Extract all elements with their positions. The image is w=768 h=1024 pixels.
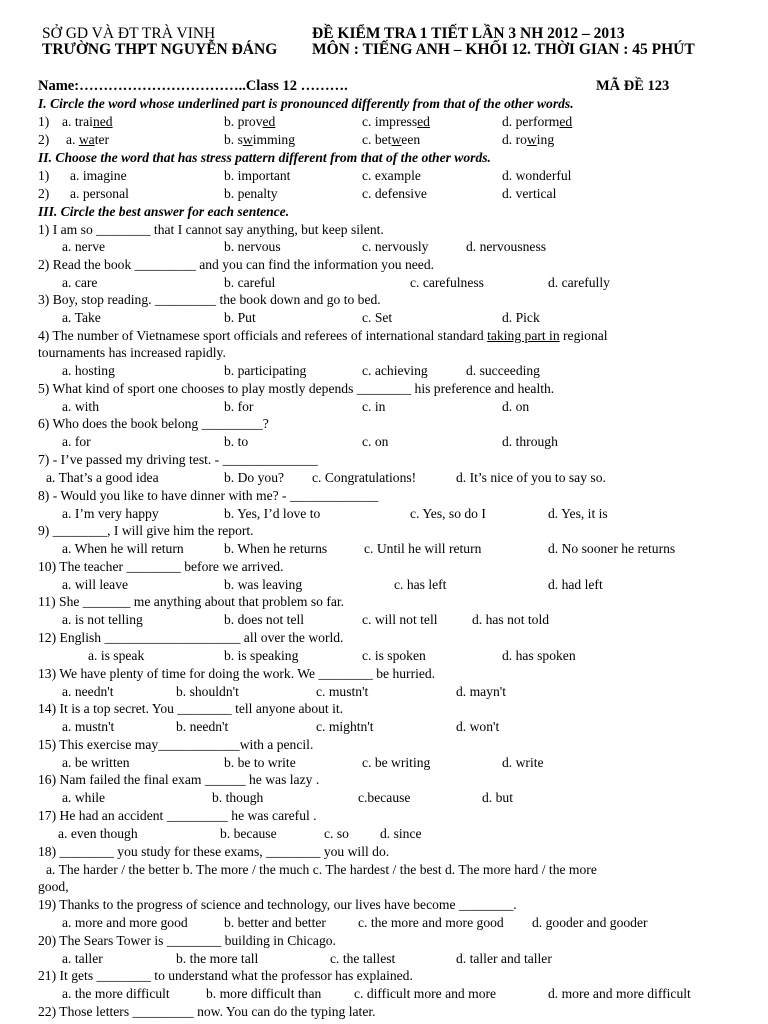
- section-1-title: I. Circle the word whose underlined part is pronounced differently from that of the other words.: [38, 96, 574, 111]
- q6-option-a: a. for: [62, 434, 91, 449]
- s1-q2-option-c: c. between: [362, 132, 421, 147]
- q13-stem: 13) We have plenty of time for doing the work. We ________ be hurried.: [38, 666, 436, 681]
- q6-stem: 6) Who does the book belong _________?: [38, 416, 269, 431]
- q15-option-a: a. be written: [62, 755, 130, 770]
- q20-stem: 20) The Sears Tower is ________ building in Chicago.: [38, 933, 336, 948]
- s2-q1-option-a: a. imagine: [70, 168, 127, 183]
- q14-stem: 14) It is a top secret. You ________ tell anyone about it.: [38, 701, 344, 716]
- q12-stem: 12) English ____________________ all over the world.: [38, 630, 344, 645]
- q3-option-d: d. Pick: [502, 310, 540, 325]
- q13-option-a: a. needn't: [62, 684, 114, 699]
- q15-stem: 15) This exercise may____________with a pencil.: [38, 737, 314, 752]
- q21-option-a: a. the more difficult: [62, 986, 170, 1001]
- q21-option-d: d. more and more difficult: [548, 986, 691, 1001]
- q17-option-a: a. even though: [58, 826, 138, 841]
- q4-option-b: b. participating: [224, 363, 307, 378]
- section-3-title: III. Circle the best answer for each sentence.: [38, 204, 290, 219]
- q14-option-d: d. won't: [456, 719, 500, 734]
- s1-q1-option-b: b. proved: [224, 114, 276, 129]
- q4-option-a: a. hosting: [62, 363, 115, 378]
- q19-option-b: b. better and better: [224, 915, 326, 930]
- q10-option-d: d. had left: [548, 577, 603, 592]
- q16-option-d: d. but: [482, 790, 513, 805]
- exam-title: ĐỀ KIỂM TRA 1 TIẾT LẦN 3 NH 2012 – 2013: [312, 25, 625, 42]
- q6-option-d: d. through: [502, 434, 558, 449]
- q9-option-b: b. When he returns: [224, 541, 328, 556]
- q7-option-d: d. It’s nice of you to say so.: [456, 470, 606, 485]
- q17-stem: 17) He had an accident _________ he was careful .: [38, 808, 317, 823]
- q18-stem: 18) ________ you study for these exams, ________ you will do.: [38, 844, 390, 859]
- q4-option-d: d. succeeding: [466, 363, 540, 378]
- q4-option-c: c. achieving: [362, 363, 428, 378]
- q12-option-d: d. has spoken: [502, 648, 576, 663]
- q5-option-a: a. with: [62, 399, 99, 414]
- q3-stem: 3) Boy, stop reading. _________ the book down and go to bed.: [38, 292, 381, 307]
- q20-option-b: b. the more tall: [176, 951, 259, 966]
- q9-option-c: c. Until he will return: [364, 541, 482, 556]
- q16-option-a: a. while: [62, 790, 106, 805]
- q10-option-a: a. will leave: [62, 577, 129, 592]
- exam-subject: MÔN : TIẾNG ANH – KHỐI 12. THỜI GIAN : 45 PHÚT: [312, 41, 695, 58]
- q2-stem: 2) Read the book _________ and you can find the information you need.: [38, 257, 435, 272]
- q14-option-a: a. mustn't: [62, 719, 115, 734]
- q3-option-b: b. Put: [224, 310, 256, 325]
- q20-option-c: c. the tallest: [330, 951, 396, 966]
- q21-option-c: c. difficult more and more: [354, 986, 497, 1001]
- q17-option-b: b. because: [220, 826, 277, 841]
- q1-option-d: d. nervousness: [466, 239, 547, 254]
- q22-stem: 22) Those letters _________ now. You can do the typing later.: [38, 1004, 376, 1019]
- s1-q2-option-d: d. rowing: [502, 132, 555, 147]
- q4-stem: 4) The number of Vietnamese sport officials and referees of international standard taking part in regional: [38, 328, 608, 343]
- q21-option-b: b. more difficult than: [206, 986, 322, 1001]
- q9-option-a: a. When he will return: [62, 541, 184, 556]
- q11-option-a: a. is not telling: [62, 612, 143, 627]
- q10-stem: 10) The teacher ________ before we arrived.: [38, 559, 284, 574]
- q1-option-b: b. nervous: [224, 239, 281, 254]
- q13-option-d: d. mayn't: [456, 684, 507, 699]
- q4-stem-continued: tournaments has increased rapidly.: [38, 345, 226, 360]
- s2-q2-option-d: d. vertical: [502, 186, 557, 201]
- q13-option-b: b. shouldn't: [176, 684, 239, 699]
- q1-option-a: a. nerve: [62, 239, 106, 254]
- q5-option-c: c. in: [362, 399, 386, 414]
- q2-option-a: a. care: [62, 275, 98, 290]
- s2-q2-option-b: b. penalty: [224, 186, 278, 201]
- exam-code: MÃ ĐỀ 123: [596, 78, 670, 94]
- q15-option-c: c. be writing: [362, 755, 431, 770]
- q2-option-c: c. carefulness: [410, 275, 484, 290]
- q3-option-a: a. Take: [62, 310, 101, 325]
- q13-option-c: c. mustn't: [316, 684, 369, 699]
- s2-q2-option-c: c. defensive: [362, 186, 427, 201]
- s2-q2-number: 2): [38, 186, 50, 201]
- q19-option-a: a. more and more good: [62, 915, 188, 930]
- q5-option-d: d. on: [502, 399, 530, 414]
- s1-q1-option-d: d. performed: [502, 114, 573, 129]
- q20-option-a: a. taller: [62, 951, 103, 966]
- q16-stem: 16) Nam failed the final exam ______ he was lazy .: [38, 772, 320, 787]
- q10-option-c: c. has left: [394, 577, 447, 592]
- q16-option-c: c.because: [358, 790, 411, 805]
- s1-q1-number: 1): [38, 114, 50, 129]
- q11-stem: 11) She _______ me anything about that problem so far.: [38, 594, 345, 609]
- q11-option-c: c. will not tell: [362, 612, 438, 627]
- q8-stem: 8) - Would you like to have dinner with me? - _____________: [38, 488, 379, 503]
- s2-q1-number: 1): [38, 168, 50, 183]
- school-name: TRƯỜNG THPT NGUYỄN ĐÁNG: [42, 41, 278, 58]
- s1-q1-option-c: c. impressed: [362, 114, 430, 129]
- q2-option-d: d. carefully: [548, 275, 610, 290]
- q8-option-c: c. Yes, so do I: [410, 506, 486, 521]
- section-2-title: II. Choose the word that has stress pattern different from that of the other words.: [38, 150, 491, 165]
- school-department: SỞ GD VÀ ĐT TRÀ VINH: [42, 25, 216, 42]
- q18-options-continued: good,: [38, 879, 69, 894]
- q3-option-c: c. Set: [362, 310, 393, 325]
- q20-option-d: d. taller and taller: [456, 951, 552, 966]
- s2-q1-option-d: d. wonderful: [502, 168, 572, 183]
- q15-option-b: b. be to write: [224, 755, 296, 770]
- q8-option-a: a. I’m very happy: [62, 506, 159, 521]
- q6-option-b: b. to: [224, 434, 249, 449]
- s1-q2-number: 2): [38, 132, 50, 147]
- s1-q1-option-a: a. trained: [62, 114, 113, 129]
- q10-option-b: b. was leaving: [224, 577, 303, 592]
- q14-option-b: b. needn't: [176, 719, 229, 734]
- q21-stem: 21) It gets ________ to understand what the professor has explained.: [38, 968, 413, 983]
- q5-stem: 5) What kind of sport one chooses to play mostly depends ________ his preference and health.: [38, 381, 555, 396]
- q18-options: a. The harder / the better b. The more / the much c. The hardest / the best d. The more hard / the more: [46, 862, 597, 877]
- q1-stem: 1) I am so ________ that I cannot say anything, but keep silent.: [38, 222, 384, 237]
- q7-option-b: b. Do you?: [224, 470, 285, 485]
- q7-option-a: a. That’s a good idea: [46, 470, 159, 485]
- q17-option-d: d. since: [380, 826, 422, 841]
- q11-option-d: d. has not told: [472, 612, 550, 627]
- q19-option-c: c. the more and more good: [358, 915, 504, 930]
- q12-option-b: b. is speaking: [224, 648, 299, 663]
- q1-option-c: c. nervously: [362, 239, 429, 254]
- q12-option-c: c. is spoken: [362, 648, 426, 663]
- q17-option-c: c. so: [324, 826, 349, 841]
- s1-q2-option-a: a. water: [66, 132, 110, 147]
- s2-q1-option-c: c. example: [362, 168, 421, 183]
- q7-stem: 7) - I’ve passed my driving test. - ______________: [38, 452, 318, 467]
- s2-q2-option-a: a. personal: [70, 186, 129, 201]
- q12-option-a: a. is speak: [88, 648, 145, 663]
- q9-option-d: d. No sooner he returns: [548, 541, 676, 556]
- q8-option-d: d. Yes, it is: [548, 506, 608, 521]
- q9-stem: 9) ________, I will give him the report.: [38, 523, 254, 538]
- q16-option-b: b. though: [212, 790, 264, 805]
- q11-option-b: b. does not tell: [224, 612, 305, 627]
- q19-option-d: d. gooder and gooder: [532, 915, 648, 930]
- q2-option-b: b. careful: [224, 275, 276, 290]
- q7-option-c: c. Congratulations!: [312, 470, 417, 485]
- name-class-line: Name:……………………………..Class 12 ……….: [38, 78, 348, 94]
- q5-option-b: b. for: [224, 399, 254, 414]
- q14-option-c: c. mightn't: [316, 719, 374, 734]
- q15-option-d: d. write: [502, 755, 544, 770]
- q6-option-c: c. on: [362, 434, 389, 449]
- s1-q2-option-b: b. swimming: [224, 132, 296, 147]
- s2-q1-option-b: b. important: [224, 168, 291, 183]
- q19-stem: 19) Thanks to the progress of science and technology, our lives have become ________.: [38, 897, 517, 912]
- q8-option-b: b. Yes, I’d love to: [224, 506, 321, 521]
